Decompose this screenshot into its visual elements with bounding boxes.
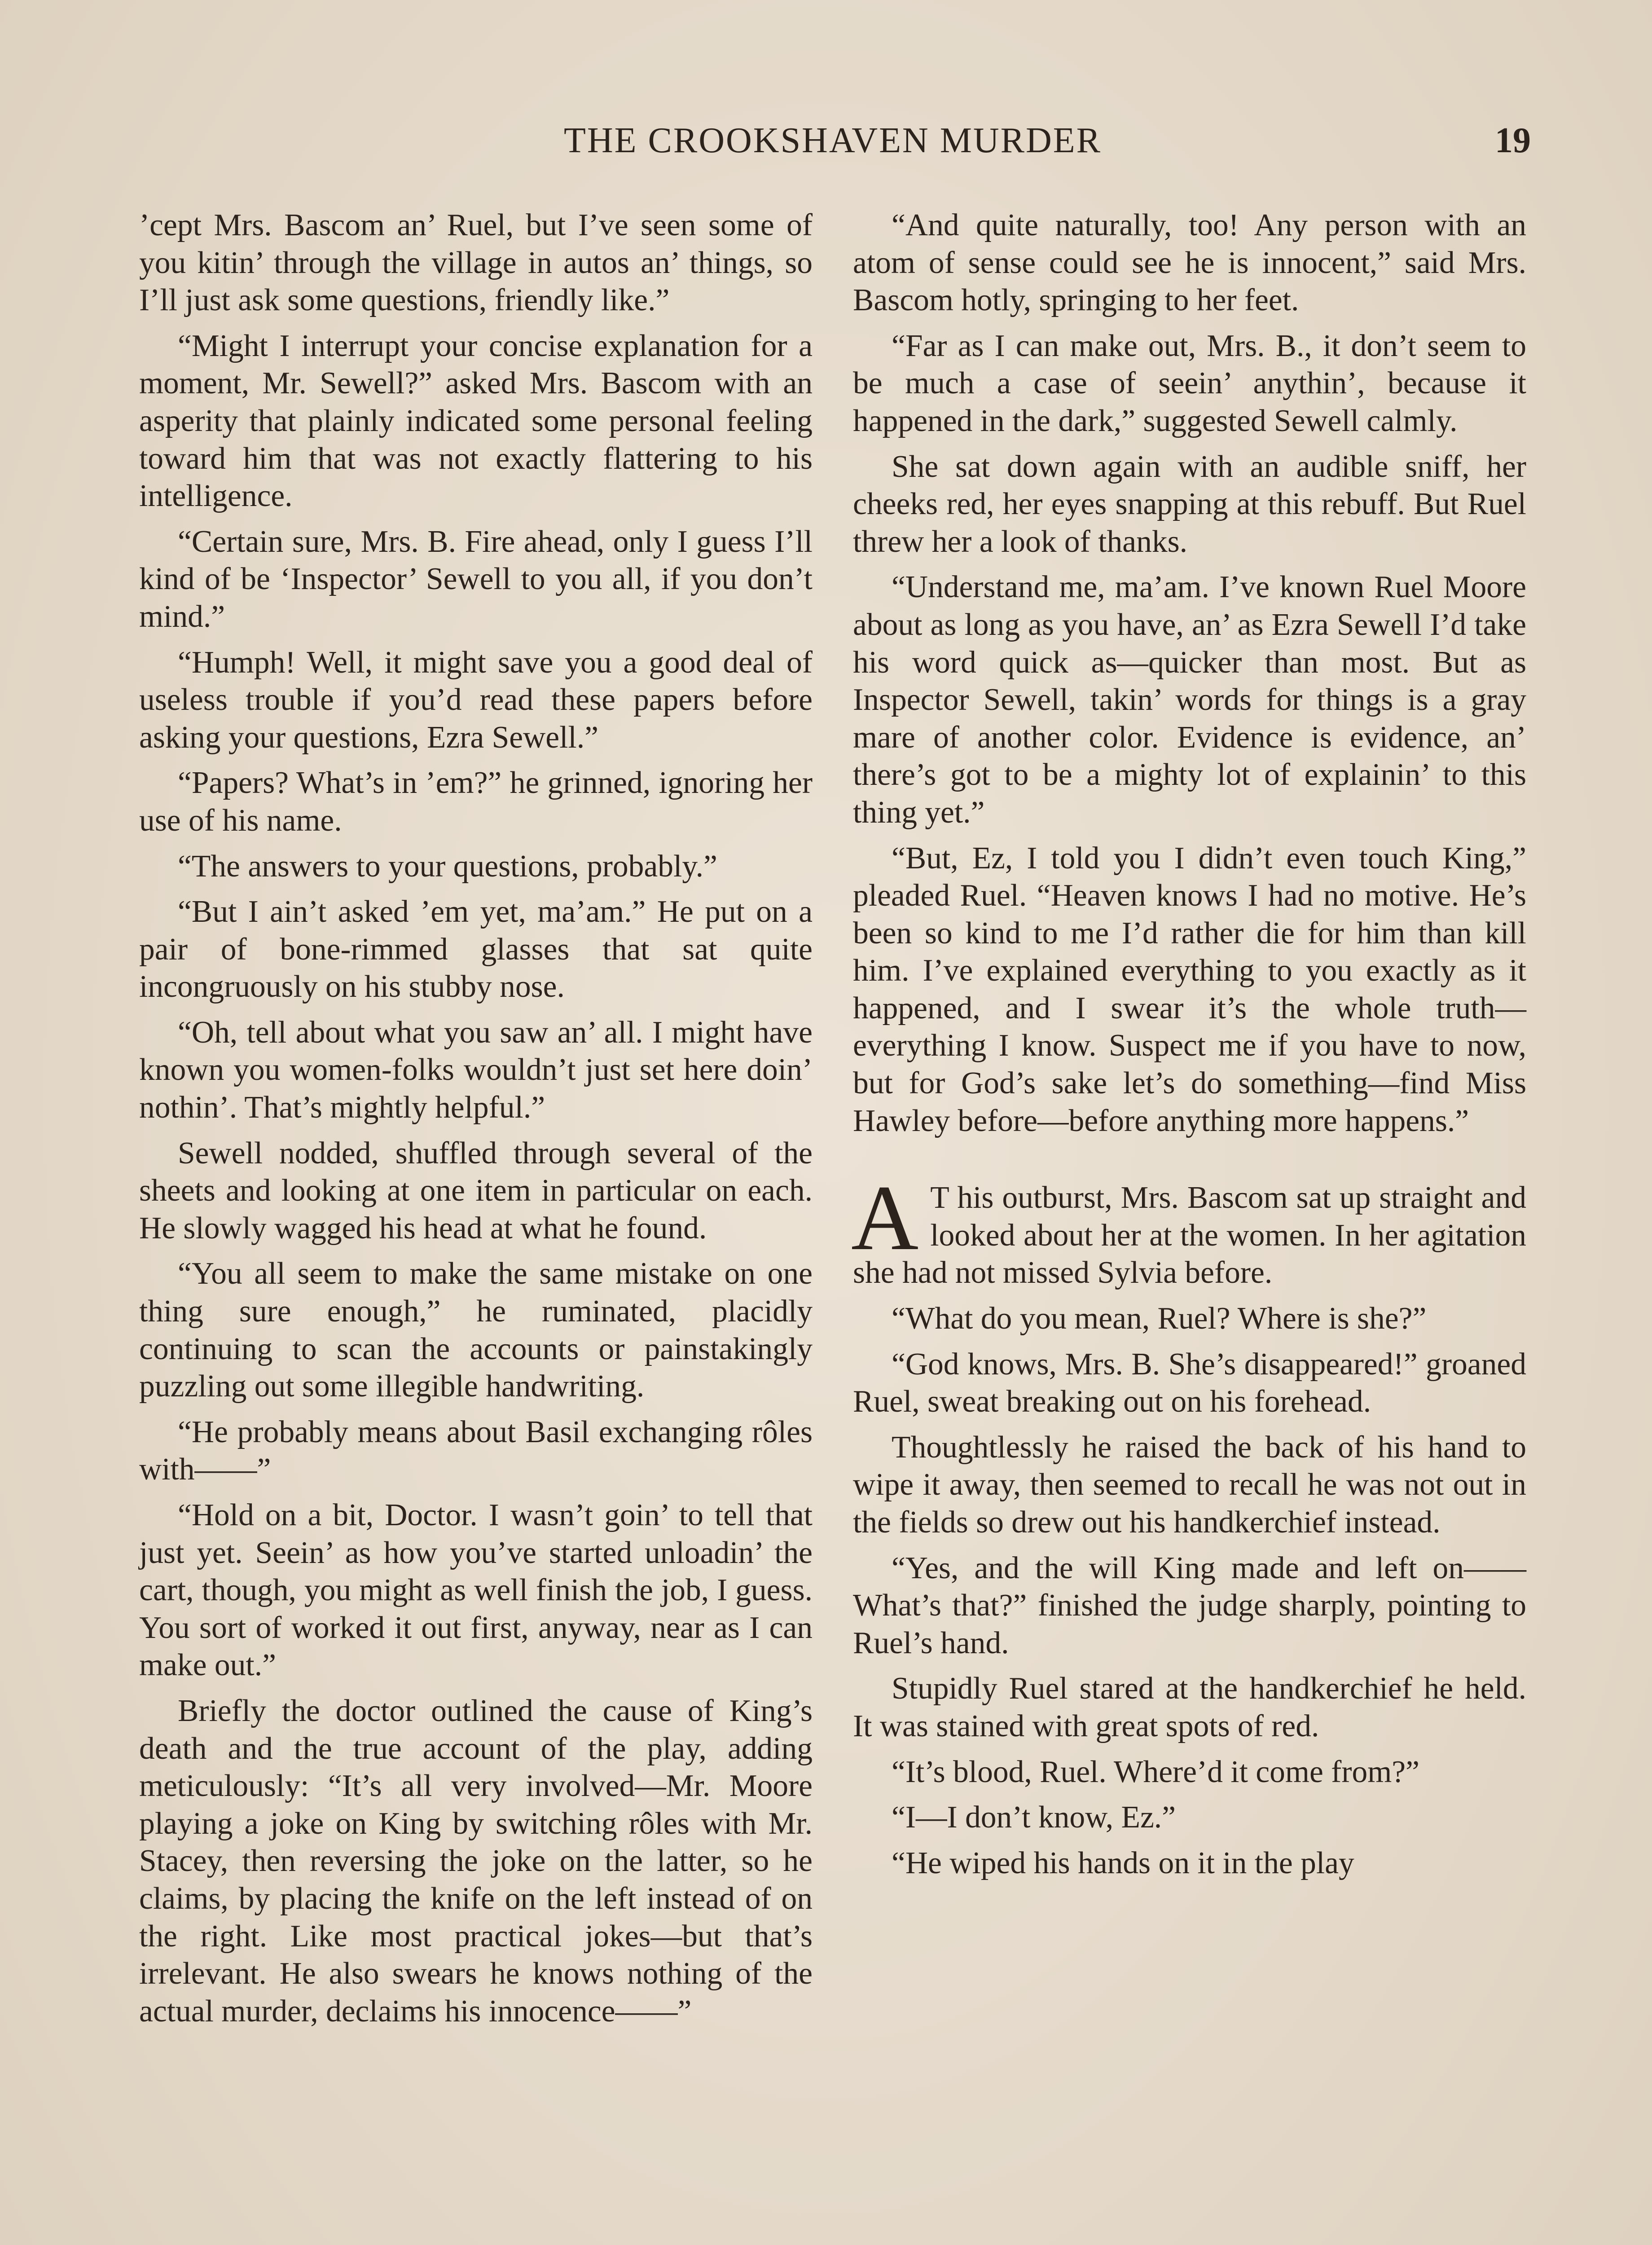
paragraph: “But, Ez, I told you I didn’t even touch King,” pleaded Ruel. “Heaven knows I had no motive. He’s been so kind to me I’d rather die for him than kill him. I’ve explained everything to you exactly as it happened, and I swear it’s the whole truth—everything I know. Suspect me if you have to now, but for God’s sake let’s do something—find Miss Hawley before—before anything more happens.” [853, 841, 1526, 1138]
paragraph: “He wiped his hands on it in the play [892, 1845, 1354, 1880]
paragraph: “Papers? What’s in ’em?” he grinned, ignoring her use of his name. [139, 766, 813, 838]
paragraph: “Certain sure, Mrs. B. Fire ahead, only I guess I’ll kind of be ‘Inspector’ Sewell to you all, if you don’t mind.” [139, 524, 813, 634]
paragraph: “Might I interrupt your concise explanation for a moment, Mr. Sewell?” asked Mrs. Bascom with an asperity that plainly indicated some personal feeling toward him that was not exactly flattering to his intelligence. [139, 328, 813, 514]
paragraph: “It’s blood, Ruel. Where’d it come from?” [892, 1754, 1419, 1789]
paragraph: “But I ain’t asked ’em yet, ma’am.” He put on a pair of bone-rimmed glasses that sat quite incongruously on his stubby nose. [139, 894, 813, 1004]
right-column [853, 207, 1526, 1882]
paragraph: “I—I don’t know, Ez.” [892, 1800, 1176, 1835]
paragraph: Briefly the doctor outlined the cause of King’s death and the true account of the play, adding meticulously: “It’s all very involved—Mr. Moore playing a joke on King by switching rôles with Mr. Stacey, then reversing the joke on the latter, so he claims, by placing the knife on the left instead of on the right. Like most practical jokes—but that’s irrelevant. He also swears he knows nothing of the actual murder, declaims his innocence——” [139, 1693, 813, 2029]
drop-cap: A [851, 1166, 919, 1270]
paragraph: She sat down again with an audible sniff, her cheeks red, her eyes snapping at this rebuff. But Ruel threw her a look of thanks. [853, 449, 1526, 559]
paragraph: Thoughtlessly he raised the back of his hand to wipe it away, then seemed to recall he was not out in the fields so drew out his handkerchief instead. [853, 1430, 1526, 1540]
paragraph: “And quite naturally, too! Any person with an atom of sense could see he is innocent,” said Mrs. Bascom hotly, springing to her feet. [853, 208, 1526, 318]
paragraph: “Humph! Well, it might save you a good deal of useless trouble if you’d read these papers before asking your questions, Ezra Sewell.” [139, 645, 813, 755]
paragraph: ’cept Mrs. Bascom an’ Ruel, but I’ve seen some of you kitin’ through the village in autos an’ things, so I’ll just ask some questions, friendly like.” [139, 208, 813, 318]
paragraph: “Yes, and the will King made and left on—— What’s that?” finished the judge sharply, pointing to Ruel’s hand. [853, 1550, 1526, 1660]
section-break [853, 1140, 1526, 1179]
paragraph: “You all seem to make the same mistake on one thing sure enough,” he ruminated, placidly continuing to scan the accounts or painstakingly puzzling out some illegible handwriting. [139, 1256, 813, 1404]
left-column [139, 207, 813, 2030]
paragraph: Stupidly Ruel stared at the handkerchief he held. It was stained with great spots of red. [853, 1671, 1526, 1743]
paragraph: “God knows, Mrs. B. She’s disappeared!” groaned Ruel, sweat breaking out on his forehead. [853, 1347, 1526, 1419]
section-opening-text: T his outburst, Mrs. Bascom sat up straight and looked about her at the women. In her agitation she had not missed Sylvia before. [853, 1180, 1526, 1290]
paragraph: “What do you mean, Ruel? Where is she?” [892, 1301, 1427, 1336]
paragraph: “Hold on a bit, Doctor. I wasn’t goin’ to tell that just yet. Seein’ as how you’ve started unloadin’ the cart, though, you might as well finish the job, I guess. You sort of worked it out first, anyway, near as I can make out.” [139, 1498, 813, 1683]
paragraph: “He probably means about Basil exchanging rôles with——” [139, 1414, 813, 1487]
section-opening-paragraph [851, 1166, 1526, 1292]
paragraph: “Oh, tell about what you saw an’ all. I might have known you women-folks wouldn’t just set here doin’ nothin’. That’s mightly helpful.” [139, 1015, 813, 1125]
running-head [139, 120, 1531, 165]
running-title: THE CROOKSHAVEN MURDER [564, 121, 1102, 160]
paragraph: “Understand me, ma’am. I’ve known Ruel Moore about as long as you have, an’ as Ezra Sewell I’d take his word quick as—quicker than most. But as Inspector Sewell, takin’ words for things is a gray mare of another color. Evidence is evidence, an’ there’s got to be a mighty lot of explainin’ to this thing yet.” [853, 570, 1526, 830]
paragraph: Sewell nodded, shuffled through several of the sheets and looking at one item in particular on each. He slowly wagged his head at what he found. [139, 1136, 813, 1246]
paragraph: “The answers to your questions, probably.” [178, 849, 717, 884]
paragraph: “Far as I can make out, Mrs. B., it don’t seem to be much a case of seein’ anythin’, because it happened in the dark,” suggested Sewell calmly. [853, 328, 1526, 438]
page-number: 19 [1495, 121, 1531, 160]
